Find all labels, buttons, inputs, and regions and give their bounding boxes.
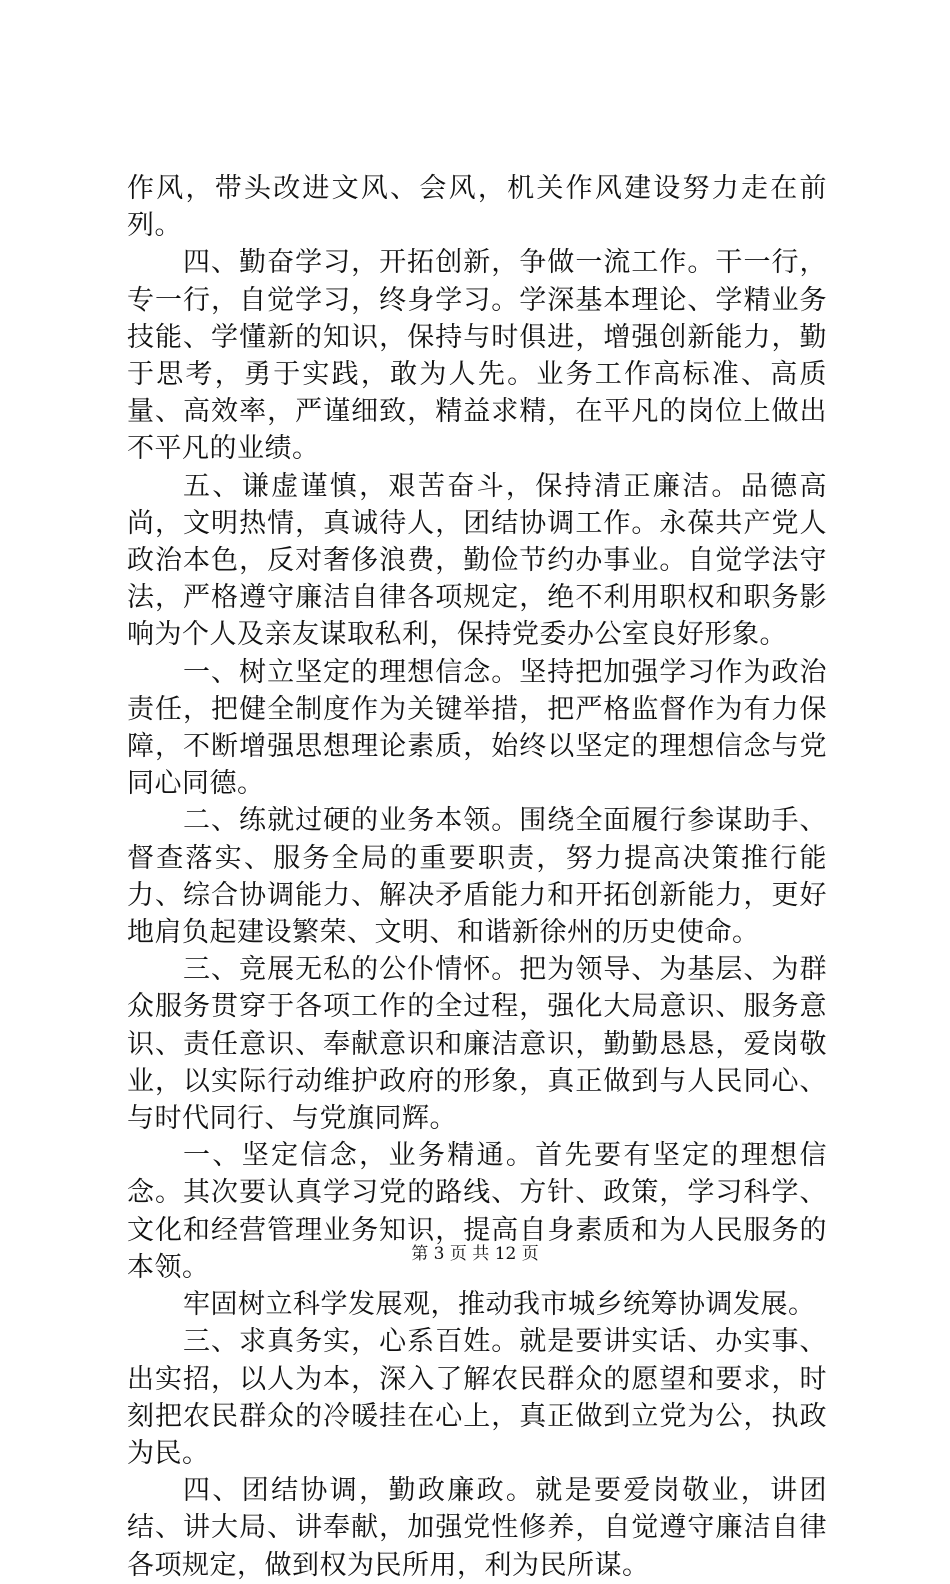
paragraph: 四、团结协调，勤政廉政。就是要爱岗敬业，讲团结、讲大局、讲奉献，加强党性修养，自觉遵守廉洁自律各项规定，做到权为民所用，利为民所谋。 bbox=[127, 1475, 827, 1581]
paragraph: 牢固树立科学发展观，推动我市城乡统筹协调发展。 bbox=[183, 1289, 816, 1321]
paragraph: 作风，带头改进文风、会风，机关作风建设努力走在前列。 bbox=[127, 173, 827, 242]
paragraph: 五、谦虚谨慎，艰苦奋斗，保持清正廉洁。品德高尚，文明热情，真诚待人，团结协调工作。永葆共产党人政治本色，反对奢侈浪费，勤俭节约办事业。自觉学法守法，严格遵守廉洁自律各项规定，绝不利用职权和职务影响为个人及亲友谋取私利，保持党委办公室良好形象。 bbox=[127, 470, 827, 651]
paragraph: 一、树立坚定的理想信念。坚持把加强学习作为政治责任，把健全制度作为关键举措，把严格监督作为有力保障，不断增强思想理论素质，始终以坚定的理想信念与党同心同德。 bbox=[127, 656, 827, 800]
paragraph: 四、勤奋学习，开拓创新，争做一流工作。干一行，专一行，自觉学习，终身学习。学深基本理论、学精业务技能、学懂新的知识，保持与时俱进，增强创新能力，勤于思考，勇于实践，敢为人先。业务工作高标准、高质量、高效率，严谨细致，精益求精，在平凡的岗位上做出不平凡的业绩。 bbox=[127, 247, 827, 465]
paragraph: 二、练就过硬的业务本领。围绕全面履行参谋助手、督查落实、服务全局的重要职责，努力提高决策推行能力、综合协调能力、解决矛盾能力和开拓创新能力，更好地肩负起建设繁荣、文明、和谐新徐州的历史使命。 bbox=[127, 805, 827, 949]
paragraph: 一、坚定信念，业务精通。首先要有坚定的理想信念。其次要认真学习党的路线、方针、政策，学习科学、文化和经营管理业务知识，提高自身素质和为人民服务的本领。 bbox=[127, 1140, 827, 1283]
page-number-footer: 第 3 页 共 12 页 bbox=[411, 1244, 539, 1264]
document-body bbox=[127, 170, 827, 1584]
paragraph: 三、求真务实，心系百姓。就是要讲实话、办实事、出实招，以人为本，深入了解农民群众的愿望和要求，时刻把农民群众的冷暖挂在心上，真正做到立党为公，执政为民。 bbox=[127, 1326, 827, 1469]
paragraph: 三、竞展无私的公仆情怀。把为领导、为基层、为群众服务贯穿于各项工作的全过程，强化大局意识、服务意识、责任意识、奉献意识和廉洁意识，勤勤恳恳，爱岗敬业，以实际行动维护政府的形象，真正做到与人民同心、与时代同行、与党旗同辉。 bbox=[127, 954, 827, 1135]
